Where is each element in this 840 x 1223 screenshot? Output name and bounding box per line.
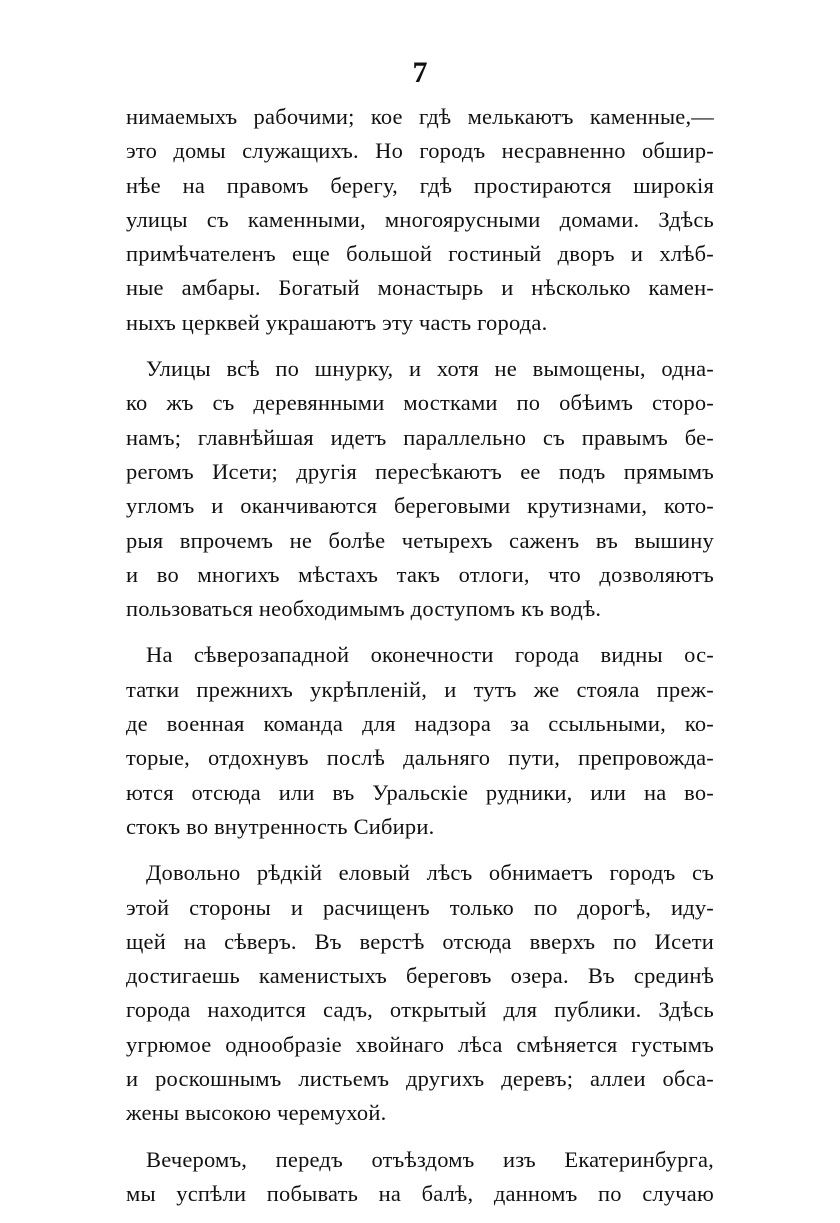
text-line: ныхъ церквей украшаютъ эту часть города. — [126, 309, 548, 335]
text-line: татки прежнихъ укрѣпленій, и тутъ же стояла преж- — [126, 676, 714, 702]
text-line: рыя впрочемъ не болѣе четырехъ саженъ въ вышину — [126, 527, 714, 553]
paragraph — [126, 856, 714, 1130]
text-line: нѣе на правомъ берегу, гдѣ простираются широкія — [126, 172, 714, 198]
paragraph — [126, 352, 714, 626]
text-line: щей на сѣверъ. Въ верстѣ отсюда вверхъ по Исети — [126, 928, 714, 954]
paragraph — [126, 100, 714, 340]
text-line: примѣчателенъ еще большой гостиный дворъ и хлѣб- — [126, 241, 714, 267]
text-line: угломъ и оканчиваются береговыми крутизнами, кото- — [126, 493, 714, 519]
text-line: и во многихъ мѣстахъ такъ отлоги, что дозволяютъ — [126, 561, 714, 587]
text-line: улицы съ каменными, многоярусными домами. Здѣсь — [126, 206, 714, 232]
text-line: ко жъ съ деревянными мостками по обѣимъ сторо- — [126, 390, 714, 416]
paragraph — [126, 1143, 714, 1212]
text-line: Довольно рѣдкій еловый лѣсъ обнимаетъ городъ съ — [146, 860, 714, 886]
text-line: и роскошнымъ листьемъ другихъ деревъ; аллеи обса- — [126, 1066, 714, 1092]
page-number: 7 — [412, 56, 428, 89]
text-line: регомъ Исети; другія пересѣкаютъ ее подъ прямымъ — [126, 458, 714, 484]
text-line: На сѣверозападной оконечности города видны ос- — [146, 642, 714, 668]
text-line: угрюмое однообразіе хвойнаго лѣса смѣняется густымъ — [126, 1031, 714, 1057]
text-line: города находится садъ, открытый для публики. Здѣсь — [126, 997, 714, 1023]
text-line: это домы служащихъ. Но городъ несравненно обшир- — [126, 138, 714, 164]
text-line: мы успѣли побывать на балѣ, данномъ по случаю — [126, 1180, 714, 1206]
text-line: этой стороны и расчищенъ только по дорогѣ, иду- — [126, 894, 714, 920]
text-line: торые, отдохнувъ послѣ дальняго пути, препровожда- — [126, 745, 714, 771]
text-line: Вечеромъ, передъ отъѣздомъ изъ Екатеринбурга, — [146, 1146, 714, 1172]
text-line: де военная команда для надзора за ссыльными, ко- — [126, 711, 714, 737]
paragraph — [126, 638, 714, 844]
text-line: жены высокою черемухой. — [126, 1100, 387, 1126]
text-line: нимаемыхъ рабочими; кое гдѣ мелькаютъ каменные,— — [126, 104, 714, 129]
text-line: ные амбары. Богатый монастырь и нѣсколько камен- — [126, 275, 714, 301]
text-line: достигаешь каменистыхъ береговъ озера. Въ срединѣ — [126, 963, 714, 989]
text-line: намъ; главнѣйшая идетъ параллельно съ правымъ бе- — [126, 424, 714, 450]
text-line: стокъ во внутренность Сибири. — [126, 813, 435, 839]
body-text — [126, 100, 714, 1223]
text-line: пользоваться необходимымъ доступомъ къ водѣ. — [126, 596, 602, 622]
text-line: ются отсюда или въ Уральскіе рудники, или на во- — [126, 779, 714, 805]
text-line: Улицы всѣ по шнурку, и хотя не вымощены, одна- — [146, 356, 714, 382]
